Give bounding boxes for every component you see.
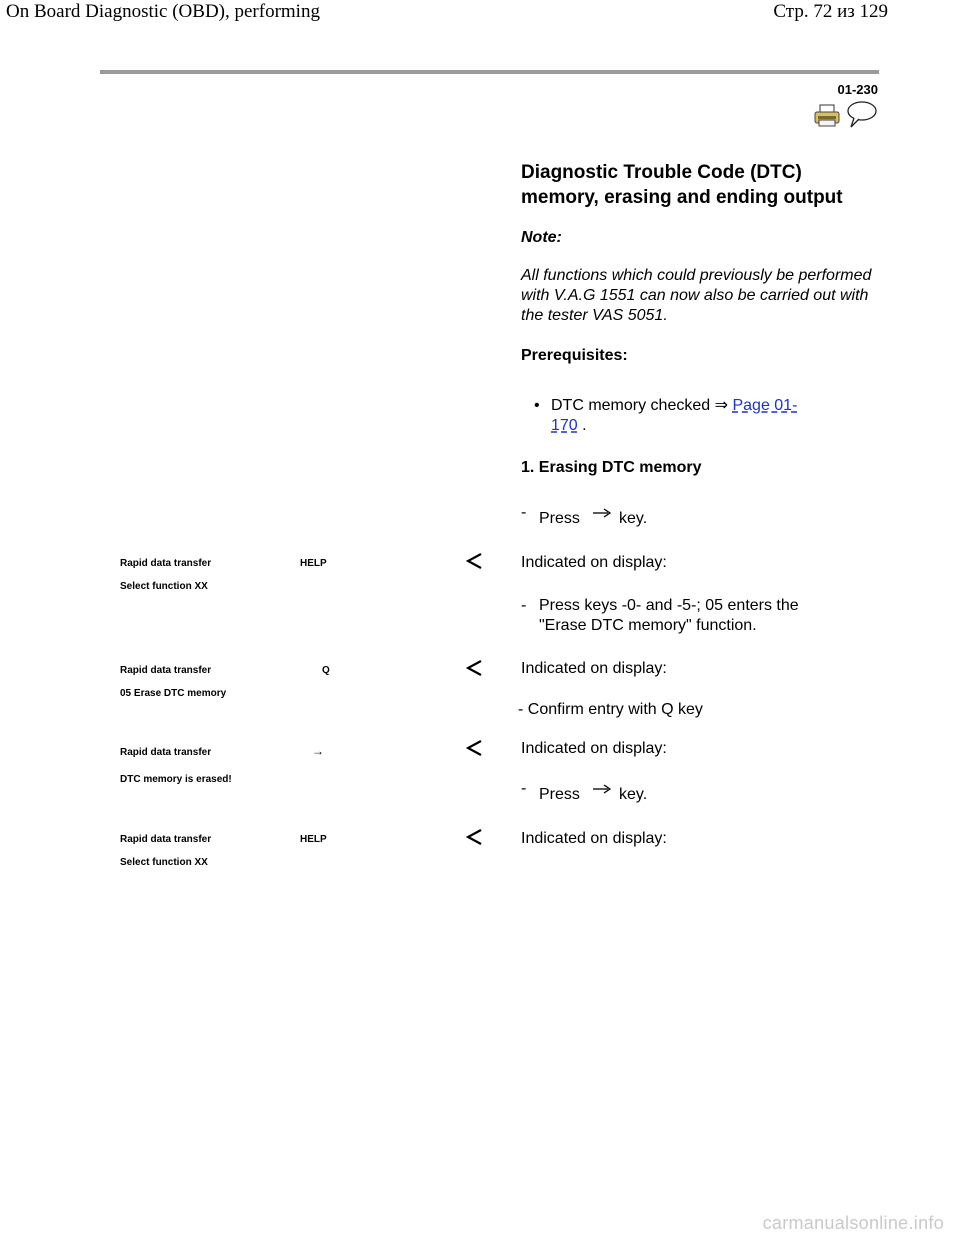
header-rule bbox=[100, 70, 879, 74]
prerequisite-suffix: . bbox=[577, 417, 587, 434]
indicated-text: Indicated on display: bbox=[521, 830, 667, 847]
step-text: - Confirm entry with Q key bbox=[518, 701, 703, 718]
header-page-counter: Стр. 72 из 129 bbox=[773, 1, 888, 22]
arrow-right-icon bbox=[592, 784, 612, 794]
page-link[interactable]: Page 01- bbox=[732, 397, 798, 414]
indicated-text: Indicated on display: bbox=[521, 554, 667, 571]
step-key-text: key. bbox=[619, 510, 648, 527]
speech-bubble-icon[interactable] bbox=[846, 100, 878, 130]
pointer-left-icon bbox=[466, 740, 482, 756]
printer-icon[interactable] bbox=[814, 104, 840, 128]
page-link-continued[interactable]: 170 bbox=[551, 417, 578, 434]
display-key: HELP bbox=[300, 558, 327, 569]
prerequisites-label: Prerequisites: bbox=[521, 347, 628, 364]
header-title: On Board Diagnostic (OBD), performing bbox=[6, 1, 320, 22]
prerequisite-item bbox=[551, 396, 871, 436]
note-label: Note: bbox=[521, 229, 562, 246]
step-dash: - bbox=[521, 504, 527, 521]
step-text-continued: "Erase DTC memory" function. bbox=[539, 617, 757, 634]
display-line: Rapid data transfer bbox=[120, 834, 212, 845]
pointer-left-icon bbox=[466, 660, 482, 676]
indicated-text: Indicated on display: bbox=[521, 660, 667, 677]
display-key: Q bbox=[322, 665, 330, 676]
page-code: 01-230 bbox=[837, 82, 878, 97]
display-key: → bbox=[312, 744, 324, 758]
indicated-text: Indicated on display: bbox=[521, 740, 667, 757]
step-dash: - bbox=[521, 597, 527, 614]
display-line: Rapid data transfer bbox=[120, 665, 212, 676]
display-key: HELP bbox=[300, 834, 327, 845]
section-heading: 1. Erasing DTC memory bbox=[521, 459, 702, 476]
section-title: Diagnostic Trouble Code (DTC) memory, erasing and ending output bbox=[521, 162, 843, 208]
display-line: DTC memory is erased! bbox=[120, 774, 232, 785]
pointer-left-icon bbox=[466, 829, 482, 845]
step-text: Press keys -0- and -5-; 05 enters the bbox=[539, 597, 799, 614]
footer-watermark: carmanualsonline.info bbox=[762, 1213, 944, 1233]
display-line: Select function XX bbox=[120, 857, 208, 868]
prerequisite-text: DTC memory checked bbox=[551, 397, 711, 414]
step-dash: - bbox=[521, 780, 527, 797]
cross-reference-arrow: ⇒ bbox=[714, 397, 729, 414]
note-text: All functions which could previously be performed with V.A.G 1551 can now also be carried out with the tester VAS 5051. bbox=[521, 267, 872, 324]
step-press-text: Press bbox=[539, 786, 580, 803]
display-line: Rapid data transfer bbox=[120, 747, 212, 758]
display-line: 05 Erase DTC memory bbox=[120, 688, 227, 699]
step-press-text: Press bbox=[539, 510, 580, 527]
bullet-dot: • bbox=[534, 397, 540, 414]
display-line: Select function XX bbox=[120, 581, 208, 592]
arrow-right-icon bbox=[592, 508, 612, 518]
pointer-left-icon bbox=[466, 553, 482, 569]
step-key-text: key. bbox=[619, 786, 648, 803]
display-line: Rapid data transfer bbox=[120, 558, 212, 569]
